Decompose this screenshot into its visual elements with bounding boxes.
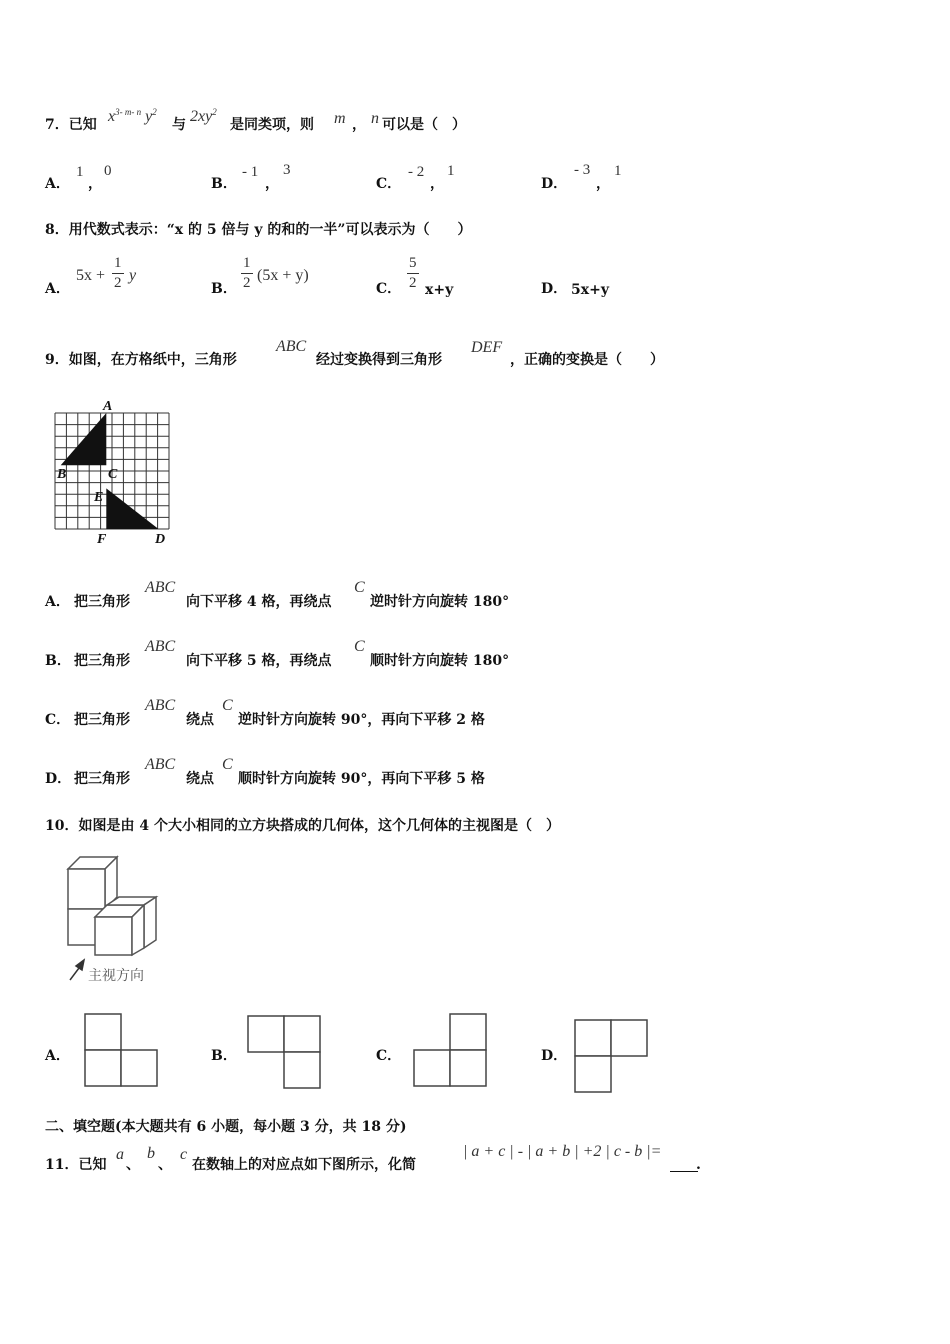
option-expr: 5x + bbox=[76, 267, 106, 284]
option-point: C bbox=[222, 697, 233, 714]
view-shape-b bbox=[246, 1014, 326, 1094]
q11-mid: 在数轴上的对应点如下图所示，化简 bbox=[192, 1157, 416, 1173]
option-text: 绕点 bbox=[186, 771, 214, 787]
option-letter: B． bbox=[211, 281, 237, 297]
option-text: 顺时针方向旋转 90°，再向下平移 5 格 bbox=[238, 771, 485, 787]
option-expr: y bbox=[129, 267, 137, 284]
label-d: D bbox=[155, 532, 166, 547]
label-e: E bbox=[94, 490, 104, 505]
q11-expression: | a + c | - | a + b | +2 | c - b |= bbox=[463, 1143, 662, 1160]
option-letter: B． bbox=[211, 176, 237, 192]
q7-m: m bbox=[334, 110, 346, 127]
option-letter: D． bbox=[541, 281, 568, 297]
section-2-title: 二、填空题(本大题共有 6 小题，每小题 3 分，共 18 分) bbox=[45, 1119, 407, 1135]
option-letter: D． bbox=[45, 771, 72, 787]
q11-sep: 、 bbox=[158, 1157, 172, 1173]
q11-a: a bbox=[116, 1146, 124, 1163]
q9-mid: 经过变换得到三角形 bbox=[316, 352, 442, 368]
q7-mid: 是同类项，则 bbox=[230, 117, 314, 133]
q7-term1: $x^{3- m- n}$ $y^2$ bbox=[108, 107, 157, 125]
option-text: 向下平移 4 格，再绕点 bbox=[186, 594, 332, 610]
option-letter: C． bbox=[45, 712, 71, 728]
option-sep: ， bbox=[430, 176, 444, 192]
option-point: C bbox=[354, 638, 365, 655]
option-text: 把三角形 bbox=[74, 712, 130, 728]
fraction: 1 2 bbox=[114, 255, 122, 291]
option-text: 绕点 bbox=[186, 712, 214, 728]
option-letter: A． bbox=[45, 1048, 70, 1064]
option-letter: A． bbox=[45, 176, 70, 192]
label-c: C bbox=[108, 467, 118, 482]
q8-stem: 8．用代数式表示：“x 的 5 倍与 y 的和的一半”可以表示为（ ） bbox=[45, 222, 472, 238]
q9-grid-figure bbox=[42, 398, 182, 548]
option-value: - 2 bbox=[408, 164, 425, 180]
q10-stem: 10．如图是由 4 个大小相同的立方块搭成的几何体，这个几何体的主视图是（ ） bbox=[45, 818, 560, 834]
option-sep: ， bbox=[88, 176, 102, 192]
view-shape-c bbox=[412, 1012, 492, 1092]
option-letter: A． bbox=[45, 594, 70, 610]
q7-comma: ， bbox=[352, 117, 366, 133]
option-abc: ABC bbox=[145, 697, 176, 714]
option-letter: C． bbox=[376, 1048, 402, 1064]
fraction: 1 2 bbox=[243, 255, 251, 291]
q7-number: 7．已知 bbox=[45, 117, 97, 133]
option-expr: (5x + y) bbox=[257, 267, 309, 284]
q11-number: 11．已知 bbox=[45, 1157, 107, 1173]
option-sep: ， bbox=[596, 176, 610, 192]
q9-tail: ，正确的变换是（ ） bbox=[510, 352, 664, 368]
view-shape-a bbox=[83, 1012, 163, 1092]
option-abc: ABC bbox=[145, 756, 176, 773]
view-direction-label: 主视方向 bbox=[88, 968, 144, 984]
option-value: 1 bbox=[447, 163, 455, 179]
q11-b: b bbox=[147, 1145, 155, 1162]
option-letter: C． bbox=[376, 176, 402, 192]
option-text: 把三角形 bbox=[74, 771, 130, 787]
option-point: C bbox=[222, 756, 233, 773]
option-value: 1 bbox=[76, 164, 84, 180]
label-f: F bbox=[97, 532, 107, 547]
option-text: 逆时针方向旋转 90°，再向下平移 2 格 bbox=[238, 712, 485, 728]
q11-tail: . bbox=[696, 1157, 701, 1173]
view-shape-d bbox=[573, 1018, 653, 1098]
option-letter: B． bbox=[211, 1048, 237, 1064]
q7-tail: 可以是（ ） bbox=[382, 117, 466, 133]
option-letter: A． bbox=[45, 281, 70, 297]
option-sep: ， bbox=[265, 176, 279, 192]
option-text: 向下平移 5 格，再绕点 bbox=[186, 653, 332, 669]
q9-def: DEF bbox=[471, 339, 503, 356]
triangle-abc bbox=[61, 413, 107, 465]
option-value: 0 bbox=[104, 163, 112, 179]
option-letter: D． bbox=[541, 1048, 568, 1064]
q7-n: n bbox=[371, 110, 379, 127]
q9-abc: ABC bbox=[276, 338, 307, 355]
q11-sep: 、 bbox=[126, 1157, 140, 1173]
option-text: 把三角形 bbox=[74, 594, 130, 610]
q9-number: 9．如图，在方格纸中，三角形 bbox=[45, 352, 237, 368]
fraction: 5 2 bbox=[409, 255, 417, 291]
option-value: 1 bbox=[614, 163, 622, 179]
option-text: 逆时针方向旋转 180° bbox=[370, 594, 510, 610]
label-a: A bbox=[103, 399, 113, 414]
q11-c: c bbox=[180, 1146, 188, 1163]
option-letter: B． bbox=[45, 653, 71, 669]
option-value: 3 bbox=[283, 162, 291, 178]
label-b: B bbox=[57, 467, 67, 482]
option-letter: D． bbox=[541, 176, 568, 192]
option-abc: ABC bbox=[145, 579, 176, 596]
q7-conj: 与 bbox=[172, 117, 186, 133]
option-text: 顺时针方向旋转 180° bbox=[370, 653, 510, 669]
q7-term2: $2xy^2$ bbox=[190, 107, 217, 125]
option-letter: C． bbox=[376, 281, 402, 297]
option-value: - 1 bbox=[242, 164, 259, 180]
option-text: 把三角形 bbox=[74, 653, 130, 669]
q10-solid-figure bbox=[60, 852, 190, 987]
option-point: C bbox=[354, 579, 365, 596]
option-expr: x+y bbox=[425, 282, 454, 298]
answer-blank[interactable] bbox=[670, 1157, 698, 1172]
option-value: - 3 bbox=[574, 162, 591, 178]
option-abc: ABC bbox=[145, 638, 176, 655]
option-expr: 5x+y bbox=[571, 282, 609, 298]
